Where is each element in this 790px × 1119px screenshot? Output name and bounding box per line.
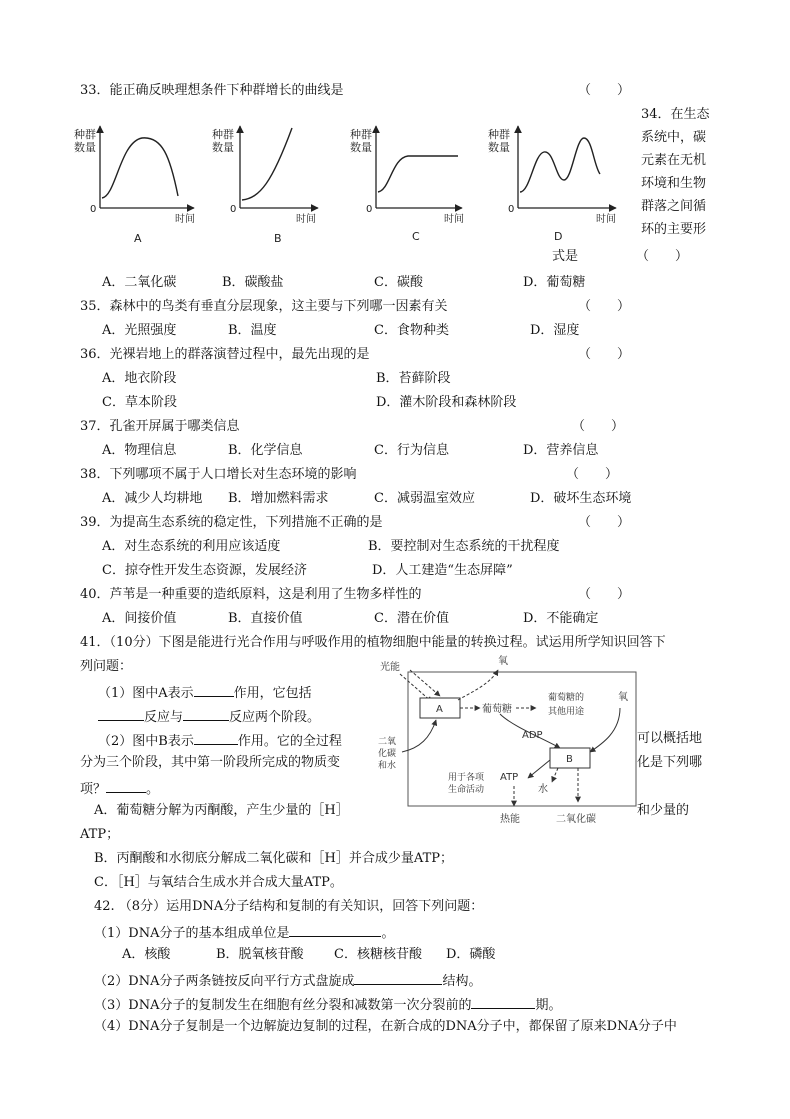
q42-blank-1[interactable] xyxy=(289,922,381,937)
q41-part1-line1 xyxy=(98,682,312,703)
q35-option-a: A．光照强度 xyxy=(102,323,177,338)
q39-stem: 39．为提高生态系统的稳定性，下列措施不正确的是 xyxy=(80,515,383,530)
q42-p1-end: 。 xyxy=(381,926,395,941)
q42-blank-3[interactable] xyxy=(471,994,535,1009)
q39-option-b: B．要控制对生态系统的干扰程度 xyxy=(368,539,560,554)
q41-option-a-3: ATP； xyxy=(80,827,120,842)
q42-part1 xyxy=(94,922,394,943)
q38-option-c: C．减弱温室效应 xyxy=(374,491,475,506)
graph-d-ylabel-1: 种群 xyxy=(488,128,510,141)
q35-option-b: B．温度 xyxy=(228,323,277,338)
q38-option-a: A．减少人均耕地 xyxy=(102,491,203,506)
q34-line-1: 34．在生态 xyxy=(641,107,710,122)
graph-d-origin: 0 xyxy=(508,204,515,215)
q42-p3-end: 期。 xyxy=(535,998,562,1013)
graph-a xyxy=(74,126,195,245)
graph-c-ylabel-1: 种群 xyxy=(350,128,372,141)
q33-answer-paren: （ ） xyxy=(578,83,631,98)
q41-part2-line3 xyxy=(80,778,159,799)
q40-option-d: D．不能确定 xyxy=(523,611,599,626)
q41-blank-3[interactable] xyxy=(183,706,229,721)
graph-a-xlabel: 时间 xyxy=(175,214,195,225)
q41-p1-a: （1）图中A表示 xyxy=(98,686,194,701)
diagram-water: 水 xyxy=(538,784,548,795)
q37-option-d: D．营养信息 xyxy=(523,443,599,458)
q38-answer-paren: （ ） xyxy=(566,467,619,482)
graph-b-xlabel: 时间 xyxy=(296,214,316,225)
diagram-other-uses-2: 其他用途 xyxy=(548,707,585,717)
q41-part1-line2 xyxy=(98,706,320,727)
graph-c-ylabel-2: 数量 xyxy=(350,141,372,154)
graph-a-label: A xyxy=(134,232,142,245)
q39-answer-paren: （ ） xyxy=(578,515,631,530)
graph-d-ylabel-2: 数量 xyxy=(488,141,510,154)
q42-p3: （3）DNA分子的复制发生在细胞有丝分裂和减数第一次分裂前的 xyxy=(94,998,472,1013)
diagram-life-1: 用于各项 xyxy=(448,773,485,783)
diagram-glucose: 葡萄糖 xyxy=(482,704,512,715)
graph-a-origin: 0 xyxy=(90,204,97,215)
q42-option-c: C．核糖核苷酸 xyxy=(334,947,422,962)
energy-diagram xyxy=(372,652,642,826)
diagram-other-uses-1: 葡萄糖的 xyxy=(548,693,585,703)
graph-b-origin: 0 xyxy=(230,204,237,215)
q41-p2-a: （2）图中B表示 xyxy=(98,734,194,749)
q40-answer-paren: （ ） xyxy=(578,587,631,602)
q39-option-a: A．对生态系统的利用应该适度 xyxy=(102,539,281,554)
diagram-adp: ADP xyxy=(522,730,543,741)
graph-a-ylabel-1: 种群 xyxy=(74,128,96,141)
q41-blank-5[interactable] xyxy=(106,778,146,793)
q42-option-d: D．磷酸 xyxy=(446,947,496,962)
q36-answer-paren: （ ） xyxy=(578,347,631,362)
q41-p2-b: 作用。它的全过程 xyxy=(237,734,342,749)
q34-line-2: 系统中，碳 xyxy=(641,130,707,145)
q42-part3 xyxy=(94,994,561,1015)
q34-option-c: C．碳酸 xyxy=(374,275,423,290)
q34-line-4: 环境和生物 xyxy=(641,176,707,191)
q36-stem: 36．光裸岩地上的群落演替过程中，最先出现的是 xyxy=(80,347,370,362)
q37-answer-paren: （ ） xyxy=(572,419,625,434)
q38-option-b: B．增加燃料需求 xyxy=(228,491,329,506)
q40-stem: 40．芦苇是一种重要的造纸原料，这是利用了生物多样性的 xyxy=(80,587,422,602)
q42-stem: 42. （8分）运用DNA分子结构和复制的有关知识，回答下列问题： xyxy=(94,899,484,914)
q41-p2-d: 分为三个阶段，其中第一阶段所完成的物质变 xyxy=(80,755,341,770)
q37-option-a: A．物理信息 xyxy=(102,443,177,458)
q42-p1: （1）DNA分子的基本组成单位是 xyxy=(94,926,290,941)
q42-option-a: A．核酸 xyxy=(122,947,171,962)
q42-p2: （2）DNA分子两条链按反向平行方式盘旋成 xyxy=(94,974,355,989)
graph-b xyxy=(212,126,318,245)
q42-part4: （4）DNA分子复制是一个边解旋边复制的过程，在新合成的DNA分子中，都保留了原来DNA分子中 xyxy=(94,1019,677,1034)
q34-option-a: A．二氧化碳 xyxy=(102,275,177,290)
graph-c-origin: 0 xyxy=(366,204,373,215)
q35-option-c: C．食物种类 xyxy=(374,323,449,338)
q36-option-b: B．苔藓阶段 xyxy=(376,371,451,386)
graph-c-label: C xyxy=(412,230,420,243)
q35-stem: 35．森林中的鸟类有垂直分层现象，这主要与下列哪一因素有关 xyxy=(80,299,448,314)
q34-option-b: B．碳酸盐 xyxy=(222,275,284,290)
graph-b-ylabel-1: 种群 xyxy=(212,128,234,141)
q36-option-a: A．地衣阶段 xyxy=(102,371,177,386)
q41-option-c: C．［H］与氧结合生成水并合成大量ATP。 xyxy=(94,875,343,890)
q41-p2-e: 化是下列哪 xyxy=(637,755,703,770)
diagram-heat: 热能 xyxy=(500,814,520,825)
graph-d xyxy=(488,126,616,243)
q41-p1-c: 反应与 xyxy=(144,710,184,725)
q38-stem: 38．下列哪项不属于人口增长对生态环境的影响 xyxy=(80,467,357,482)
q42-option-b: B．脱氧核苷酸 xyxy=(216,947,304,962)
q40-option-b: B．直接价值 xyxy=(228,611,303,626)
graph-a-ylabel-2: 数量 xyxy=(74,141,96,154)
q41-stem-2: 列问题： xyxy=(80,659,133,674)
q35-option-d: D．湿度 xyxy=(530,323,580,338)
q41-p2-f: 项？ xyxy=(80,782,107,797)
q39-option-c: C．掠夺性开发生态资源，发展经济 xyxy=(102,563,307,578)
q41-p1-b: 作用，它包括 xyxy=(233,686,312,701)
graph-d-xlabel: 时间 xyxy=(596,214,616,225)
diagram-life-2: 生命活动 xyxy=(448,785,485,795)
graph-c xyxy=(350,126,464,243)
diagram-co2-water-2: 化碳 xyxy=(378,749,397,759)
diagram-co2-water-3: 和水 xyxy=(378,761,397,771)
q39-option-d: D．人工建造“生态屏障” xyxy=(372,563,513,578)
q41-option-b: B．丙酮酸和水彻底分解成二氧化碳和［H］并合成少量ATP； xyxy=(94,851,453,866)
diagram-co2-bottom: 二氧化碳 xyxy=(556,814,596,825)
q41-part2-line1 xyxy=(98,730,342,751)
q41-option-a-1: A．葡萄糖分解为丙酮酸，产生少量的［H］ xyxy=(94,803,349,818)
q37-stem: 37．孔雀开屏属于哪类信息 xyxy=(80,419,240,434)
graph-c-xlabel: 时间 xyxy=(444,214,464,225)
diagram-light: 光能 xyxy=(380,662,400,673)
q34-option-d: D．葡萄糖 xyxy=(523,275,586,290)
q37-option-c: C．行为信息 xyxy=(374,443,449,458)
q34-line-5: 群落之间循 xyxy=(641,199,707,214)
q34-line-tail: 式是 xyxy=(552,249,579,264)
q34-answer-paren: （ ） xyxy=(636,249,689,264)
diagram-box-b-label: B xyxy=(566,754,573,765)
q41-p1-d: 反应两个阶段。 xyxy=(229,710,321,725)
q41-blank-1[interactable] xyxy=(194,682,234,697)
graph-d-label: D xyxy=(554,230,563,243)
q42-p2-end: 结构。 xyxy=(442,974,482,989)
q34-line-6: 环的主要形 xyxy=(641,222,707,237)
q41-p2-g: 。 xyxy=(146,782,160,797)
q41-blank-2[interactable] xyxy=(98,706,144,721)
q41-stem-1: 41．（10分）下图是能进行光合作用与呼吸作用的植物细胞中能量的转换过程。试运用所学知识回答下 xyxy=(80,635,666,650)
q41-blank-4[interactable] xyxy=(194,730,238,745)
q40-option-c: C．潜在价值 xyxy=(374,611,449,626)
q40-option-a: A．间接价值 xyxy=(102,611,177,626)
q42-blank-2[interactable] xyxy=(354,970,442,985)
q36-option-d: D．灌木阶段和森林阶段 xyxy=(376,395,517,410)
q41-option-a-2: 和少量的 xyxy=(637,803,690,818)
q36-option-c: C．草本阶段 xyxy=(102,395,177,410)
graph-b-label: B xyxy=(274,232,282,245)
diagram-atp: ATP xyxy=(500,772,519,783)
diagram-oxygen-right: 氧 xyxy=(618,692,628,703)
population-graphs xyxy=(70,112,630,252)
graph-b-ylabel-2: 数量 xyxy=(212,141,234,154)
diagram-oxygen-top: 氧 xyxy=(498,656,508,667)
q34-line-3: 元素在无机 xyxy=(641,153,707,168)
q33-stem: 33．能正确反映理想条件下种群增长的曲线是 xyxy=(80,83,344,98)
q37-option-b: B．化学信息 xyxy=(228,443,303,458)
diagram-box-a-label: A xyxy=(436,704,443,715)
q38-option-d: D．破坏生态环境 xyxy=(530,491,632,506)
q41-p2-c: 可以概括地 xyxy=(637,731,703,746)
diagram-co2-water-1: 二氧 xyxy=(378,737,397,747)
q35-answer-paren: （ ） xyxy=(578,299,631,314)
q42-part2 xyxy=(94,970,481,991)
